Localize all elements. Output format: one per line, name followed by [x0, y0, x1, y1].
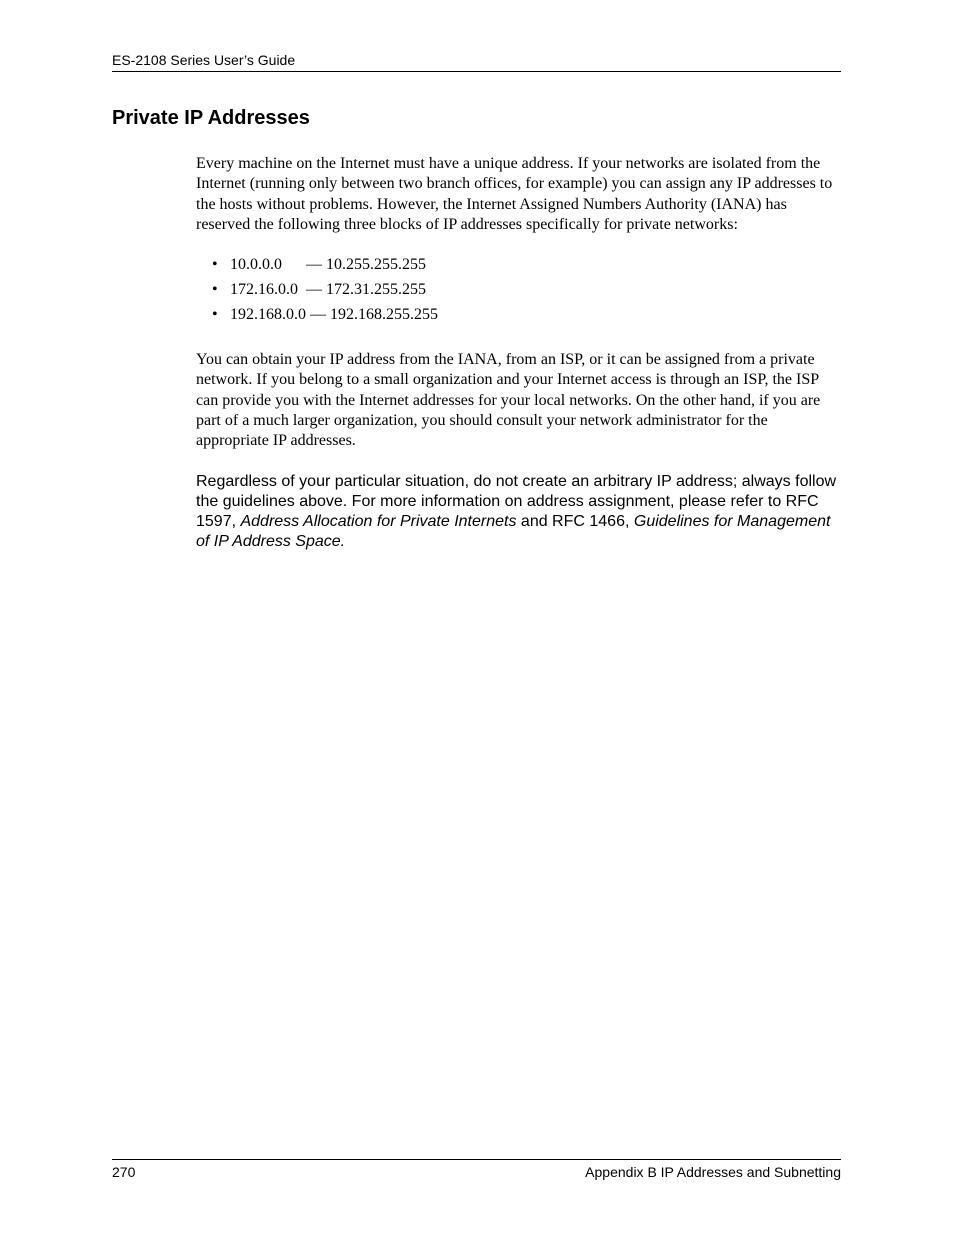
bullet-icon: •	[212, 306, 218, 324]
chapter-title: Appendix B IP Addresses and Subnetting	[585, 1164, 841, 1180]
range-separator: —	[306, 256, 322, 274]
list-item	[196, 305, 841, 330]
ip-range-end: 10.255.255.255	[326, 256, 426, 274]
obtain-address-paragraph: You can obtain your IP address from the IANA, from an ISP, or it can be assigned from a private network. If you belong to a small organization and your Internet access is through an ISP, the ISP can provide you with the Internet addresses for your local networks. On the other hand, if you are part of a much larger organization, you should consult your network administrator for the appropriate IP addresses.	[196, 351, 821, 450]
rfc1597-title: Address Allocation for Private Internets	[240, 512, 517, 530]
list-item	[196, 255, 841, 280]
body-content	[196, 154, 841, 552]
ip-range-end: 172.31.255.255	[326, 281, 426, 299]
guide-title: ES-2108 Series User’s Guide	[112, 52, 296, 68]
list-item	[196, 280, 841, 305]
ip-range-end: 192.168.255.255	[330, 306, 438, 324]
intro-paragraph: Every machine on the Internet must have a unique address. If your networks are isolated from the Internet (running only between two branch offices, for example) you can assign any IP addresses to the hosts without problems. However, the Internet Assigned Numbers Authority (IANA) has reserved the following three blocks of IP addresses specifically for private networks:	[196, 155, 833, 233]
guidelines-text-2: and RFC 1466,	[516, 512, 634, 530]
page-number: 270	[112, 1164, 136, 1180]
ip-range-start: 192.168.0.0	[230, 306, 306, 324]
page-header	[112, 51, 841, 72]
page-footer	[112, 1159, 841, 1182]
ip-range-list	[196, 255, 841, 330]
ip-range-start: 172.16.0.0	[230, 281, 298, 299]
range-separator: —	[310, 306, 326, 324]
guidelines-text-1: Regardless of your particular situation, do not create an arbitrary IP address; always follow the guidelines above. For more information on address assignment, please refer to RFC 1597,	[196, 472, 837, 530]
bullet-icon: •	[212, 281, 218, 299]
range-separator: —	[306, 281, 322, 299]
guidelines-paragraph	[196, 472, 841, 552]
rfc1466-title: Guidelines for Management of IP Address Space.	[196, 512, 831, 550]
ip-range-start: 10.0.0.0	[230, 256, 282, 274]
bullet-icon: •	[212, 256, 218, 274]
section-title: Private IP Addresses	[112, 107, 310, 129]
